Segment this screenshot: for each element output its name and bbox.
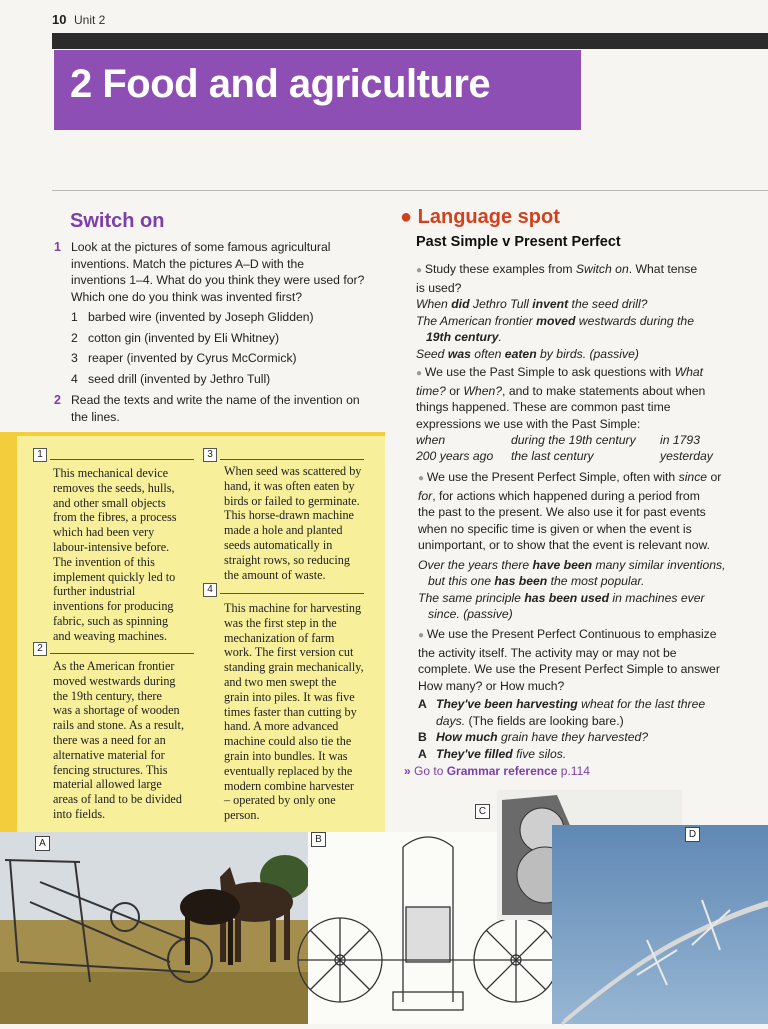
reaper-photo: [0, 832, 308, 1024]
page-title: 2 Food and agriculture: [70, 62, 491, 106]
question-1-text: Look at the pictures of some famous agricultural inventions. Match the pictures A–D with the inventions 1–4. What do you think they were used for? Which one do you think was invented first?: [71, 240, 365, 304]
text-4-number: 4: [203, 583, 217, 597]
double-chevron-icon: »: [404, 764, 411, 778]
text-3-number: 3: [203, 448, 217, 462]
list-item: 2 cotton gin (invented by Eli Whitney): [71, 330, 280, 345]
header-bar: [52, 33, 768, 49]
page-number: 10: [52, 12, 67, 27]
bullet-icon: ●: [416, 265, 425, 276]
list-item: 3 reaper (invented by Cyrus McCormick): [71, 351, 297, 365]
picture-a-reaper: [0, 832, 308, 1024]
text-4-body: This machine for harvesting was the first step in the mechanization of farm work. The first version cut standing grain mechanically, and two men swept the grain into piles. It was five times faster than cutting by hand. A more advanced machine could also tie the grain into bundles. It was eventually replaced by the modern combine harvester – operated by only one person.: [224, 601, 364, 823]
list-item: 4 seed drill (invented by Jethro Tull): [71, 371, 271, 386]
picture-d-label: D: [685, 827, 700, 842]
picture-d-barbed-wire: [552, 825, 768, 1024]
language-spot-subheading: Past Simple v Present Perfect: [416, 234, 621, 250]
text-2-body: As the American frontier moved westwards during the 19th century, there was a shortage of wooden rails and stone. As a result, there was a need for an alternative material for fencing structures. This material allowed large areas of land to be divided into fields.: [53, 659, 184, 821]
picture-a-label: A: [35, 836, 50, 851]
switch-on-heading: Switch on: [70, 210, 165, 232]
barbed-wire-photo: [552, 825, 768, 1024]
language-spot-block-2: ● We use the Past Simple to ask questions with What time? or When?, and to make statements about when things happened. These are common past time expressions we use with the Past Simple: when during the 19th century in 1793 200 years ago the last century yesterday: [416, 364, 746, 465]
bullet-icon: ●: [418, 473, 427, 484]
language-spot-heading: ● Language spot: [400, 206, 560, 228]
text-2-number: 2: [33, 642, 47, 656]
time-expressions: when during the 19th century in 1793 200 years ago the last century yesterday: [416, 433, 713, 463]
answer-line-4[interactable]: [220, 593, 364, 594]
text-1-body: This mechanical device removes the seeds, hulls, and other small objects from the fibres, a process which had been very labour-intensive before. The invention of this implement quickly led to further industrial inventions for producing fabric, such as spinning and weaving machines.: [53, 466, 177, 643]
bullet-icon: ●: [400, 206, 413, 228]
bullet-icon: ●: [416, 368, 425, 379]
picture-b-label: B: [311, 832, 326, 847]
question-2-text: Read the texts and write the name of the invention on the lines.: [71, 393, 360, 424]
picture-c-label: C: [475, 804, 490, 819]
inventions-list: [71, 307, 391, 389]
bullet-icon: ●: [418, 630, 427, 641]
unit-label: Unit 2: [74, 13, 106, 27]
language-spot-block-1: ● Study these examples from Switch on. What tense is used? When did Jethro Tull invent the seed drill? The American frontier moved westwards during the 19th century. Seed was often eaten by birds. (passive): [416, 262, 698, 361]
grammar-reference-link[interactable]: » Go to Grammar reference p.114: [404, 764, 590, 778]
text-3-body: When seed was scattered by hand, it was often eaten by birds or failed to germinate. This horse-drawn machine made a hole and planted seeds automatically in straight rows, so reducing the amount of waste.: [224, 464, 362, 582]
answer-line-1[interactable]: [50, 459, 194, 460]
language-spot-block-4: ● We use the Present Perfect Continuous to emphasize the activity itself. The activity may or may not be complete. We use the Present Perfect Simple to answer How many? or How much? A They've been harvesting wheat for the last three days. (The fields are looking bare.) B How much grain have they harvested? A They've filled five silos.: [418, 627, 720, 761]
question-2-number: 2: [54, 393, 61, 407]
question-1-number: 1: [54, 240, 61, 254]
answer-line-3[interactable]: [220, 459, 364, 460]
list-item: 1 barbed wire (invented by Joseph Glidden): [71, 310, 314, 324]
language-spot-block-3: ● We use the Present Perfect Simple, often with since or for, for actions which happened during a period from the past to the present. We also use it for past events when no specific time is given or when the event is unimportant, or to show that the event is relevant now. Over the years there have been many similar inventions, but this one has been the most popular. The same principle has been used in machines ever since. (passive): [418, 470, 726, 621]
answer-line-2[interactable]: [50, 653, 194, 654]
text-1-number: 1: [33, 448, 47, 462]
divider: [52, 190, 768, 191]
